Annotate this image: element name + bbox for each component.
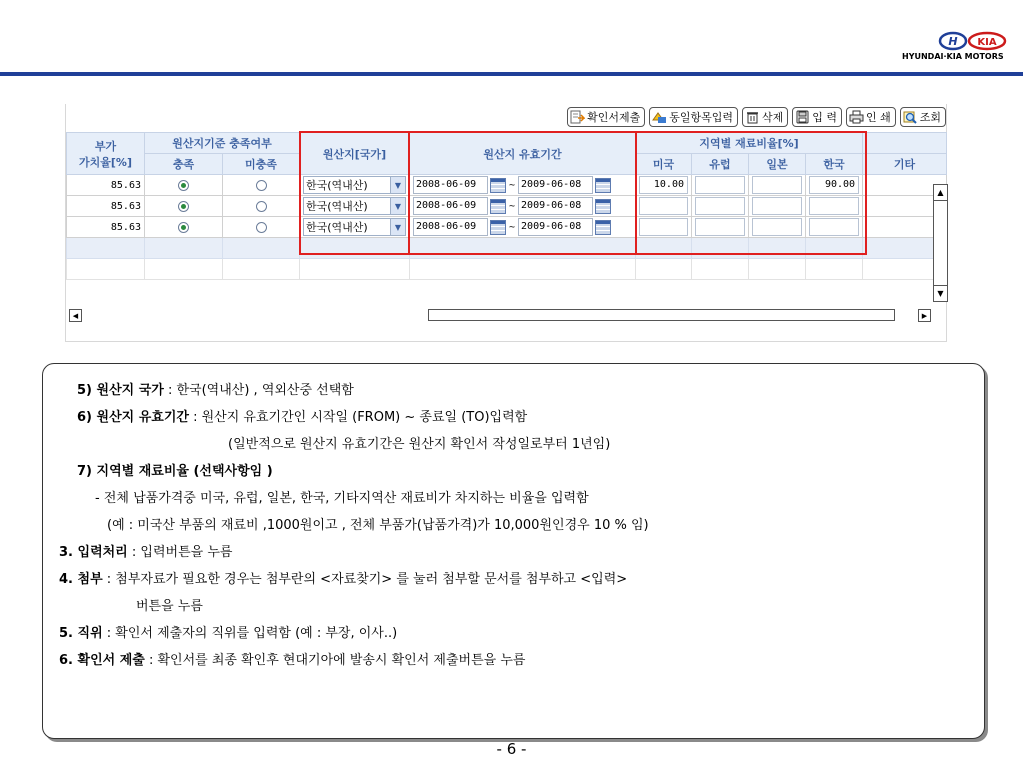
trash-icon (745, 110, 760, 124)
hyundai-kia-logo (900, 31, 1018, 65)
origin-country-value: 한국(역내산) (306, 221, 368, 234)
date-range-separator: ~ (509, 179, 516, 191)
page-number: - 6 - (496, 740, 527, 758)
note-validity-detail: (일반적으로 원산지 유효기간은 원산지 확인서 작성일로부터 1년임) (228, 437, 611, 452)
note-input-processing: 3. 입력처리 : 입력버튼을 누름 (59, 545, 233, 560)
japan-ratio-input[interactable] (752, 218, 802, 236)
calendar-icon[interactable] (490, 199, 506, 214)
valid-from-field[interactable]: 2008-06-09 (413, 218, 488, 236)
save-icon (795, 110, 810, 124)
instructions-box (42, 363, 985, 739)
input-button[interactable] (792, 107, 842, 127)
origin-criteria-header: 원산지기준 충족여부 (145, 133, 300, 154)
note-regional-ratio-example: (예 : 미국산 부품의 재료비 ,1000원이고 , 전체 부품가(납품가격)가 10,000원인경우 10 % 임) (107, 518, 649, 533)
logo-text: HYUNDAI·KIA MOTORS (902, 52, 1004, 61)
other-header: 기타 (863, 154, 947, 175)
origin-country-header: 원산지[국가] (300, 133, 410, 175)
submit-label: 확인서제출 (587, 111, 641, 124)
header-divider-bar (0, 72, 1023, 76)
japan-header: 일본 (749, 154, 806, 175)
note-attachment: 4. 첨부 : 첨부자료가 필요한 경우는 첨부란의 <자료찾기> 를 눌러 첨부할 문서를 첨부하고 <입력> (59, 572, 628, 587)
chevron-down-icon: ▼ (390, 177, 405, 193)
search-button[interactable] (900, 107, 946, 127)
met-radio[interactable] (178, 222, 189, 233)
note-attachment-cont: 버튼을 누름 (136, 599, 203, 614)
us-header: 미국 (636, 154, 692, 175)
table-row (67, 238, 947, 259)
valid-from-field[interactable]: 2008-06-09 (413, 176, 488, 194)
horizontal-scrollbar[interactable] (428, 309, 895, 321)
note-position: 5. 직위 : 확인서 제출자의 직위를 입력함 (예 : 부장, 이사..) (59, 626, 398, 641)
korea-header: 한국 (806, 154, 863, 175)
table-row (67, 217, 947, 238)
search-label: 조회 (919, 111, 941, 124)
not-met-header: 미충족 (223, 154, 300, 175)
origin-country-select[interactable] (303, 218, 406, 236)
korea-ratio-input[interactable] (809, 218, 859, 236)
submit-confirmation-button[interactable] (567, 107, 645, 127)
print-icon (849, 110, 864, 124)
validity-period-header: 원산지 유효기간 (410, 133, 636, 175)
value-added-rate: 85.63 (67, 175, 145, 196)
copy-items-button[interactable] (649, 107, 738, 127)
note-submit: 6. 확인서 제출 : 확인서를 최종 확인후 현대기아에 발송시 확인서 제출버튼을 누름 (59, 653, 526, 668)
vertical-scrollbar[interactable] (933, 184, 948, 302)
eu-header: 유럽 (692, 154, 749, 175)
table-row (67, 196, 947, 217)
not-met-radio[interactable] (256, 222, 267, 233)
calendar-icon[interactable] (490, 178, 506, 193)
print-label: 인 쇄 (865, 111, 891, 124)
svg-text:H: H (948, 35, 958, 48)
origin-country-value: 한국(역내산) (306, 179, 368, 192)
table-row (67, 175, 947, 196)
scroll-right-icon[interactable]: ▶ (918, 309, 931, 322)
korea-ratio-input[interactable] (809, 197, 859, 215)
scroll-down-icon[interactable]: ▼ (934, 285, 947, 301)
brand-emblem-icon (930, 31, 1010, 51)
us-ratio-input[interactable]: 10.00 (639, 176, 688, 194)
korea-ratio-input[interactable]: 90.00 (809, 176, 859, 194)
value-added-rate: 85.63 (67, 217, 145, 238)
kia-logo-text: KIA (977, 37, 997, 48)
date-range-separator: ~ (509, 221, 516, 233)
not-met-radio[interactable] (256, 180, 267, 191)
value-added-rate-header (67, 133, 145, 175)
not-met-radio[interactable] (256, 201, 267, 212)
us-ratio-input[interactable] (639, 218, 688, 236)
origin-info-panel (65, 104, 947, 342)
met-radio[interactable] (178, 201, 189, 212)
origin-country-select[interactable] (303, 176, 406, 194)
japan-ratio-input[interactable] (752, 197, 802, 215)
origin-grid (66, 132, 947, 280)
note-origin-country: 5) 원산지 국가 : 한국(역내산) , 역외산중 선택함 (77, 383, 354, 398)
chevron-down-icon: ▼ (390, 219, 405, 235)
value-added-rate: 85.63 (67, 196, 145, 217)
met-radio[interactable] (178, 180, 189, 191)
calendar-icon[interactable] (595, 220, 611, 235)
date-range-separator: ~ (509, 200, 516, 212)
value-added-header-line1: 부가 (94, 139, 117, 153)
scroll-left-icon[interactable]: ◀ (69, 309, 82, 322)
input-label: 입 력 (812, 111, 837, 124)
note-regional-ratio: 7) 지역별 재료비율 (선택사항임 ) (77, 464, 273, 479)
search-icon (903, 110, 918, 124)
calendar-icon[interactable] (490, 220, 506, 235)
valid-from-field[interactable]: 2008-06-09 (413, 197, 488, 215)
note-regional-ratio-detail: - 전체 납품가격중 미국, 유럽, 일본, 한국, 기타지역산 재료비가 차지하는 비율을 입력함 (95, 491, 589, 506)
value-added-header-line2: 가치율[%] (79, 155, 132, 169)
met-header: 충족 (145, 154, 223, 175)
regional-ratio-header: 지역별 재료비율[%] (636, 133, 863, 154)
delete-button[interactable] (742, 107, 788, 127)
valid-to-field[interactable]: 2009-06-08 (518, 218, 593, 236)
copy-items-icon (652, 110, 667, 124)
chevron-down-icon: ▼ (390, 198, 405, 214)
valid-to-field[interactable]: 2009-06-08 (518, 176, 593, 194)
table-row (67, 259, 947, 280)
valid-to-field[interactable]: 2009-06-08 (518, 197, 593, 215)
other-header-top (863, 133, 947, 154)
origin-country-select[interactable] (303, 197, 406, 215)
scroll-up-icon[interactable]: ▲ (934, 185, 947, 201)
eu-ratio-input[interactable] (695, 218, 745, 236)
origin-country-value: 한국(역내산) (306, 200, 368, 213)
delete-label: 삭제 (761, 111, 784, 124)
calendar-icon[interactable] (595, 178, 611, 193)
submit-icon (570, 110, 585, 124)
note-validity: 6) 원산지 유효기간 : 원산지 유효기간인 시작일 (FROM) ~ 종료일 (TO)입력함 (77, 410, 528, 425)
toolbar (567, 107, 946, 129)
eu-ratio-input[interactable] (695, 197, 745, 215)
copy-items-label: 동일항목입력 (669, 111, 733, 124)
us-ratio-input[interactable] (639, 197, 688, 215)
calendar-icon[interactable] (595, 199, 611, 214)
japan-ratio-input[interactable] (752, 176, 802, 194)
print-button[interactable] (846, 107, 896, 127)
eu-ratio-input[interactable] (695, 176, 745, 194)
